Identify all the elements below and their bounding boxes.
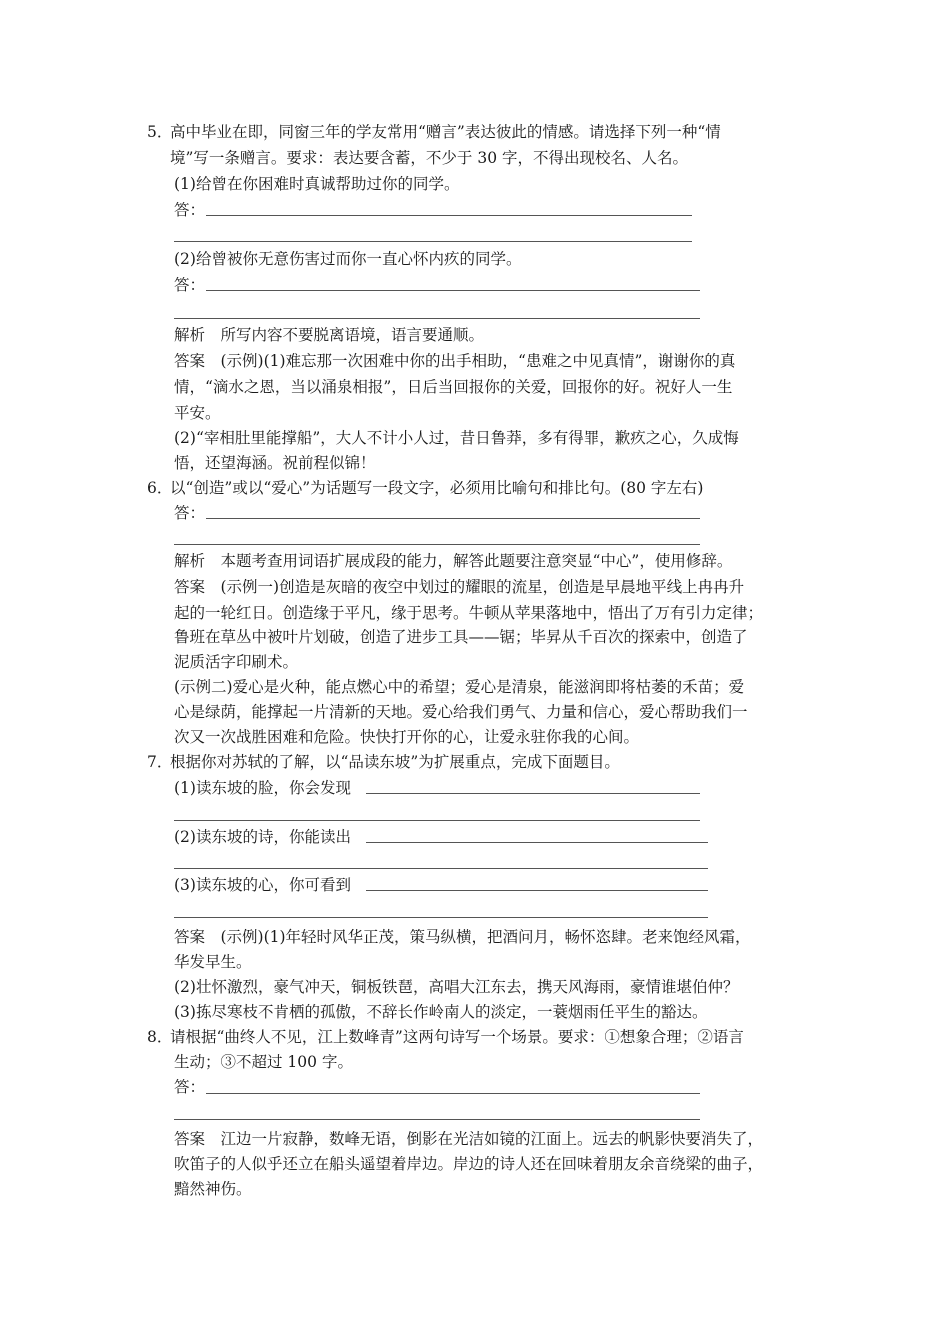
- q8-number: 8．: [147, 1028, 173, 1046]
- q6-answer-line-1: 答案 (示例一)创造是灰暗的夜空中划过的耀眼的流星，创造是早晨地平线上冉冉升: [174, 578, 745, 596]
- q5-answer-blank-3[interactable]: [206, 290, 700, 291]
- q5-stem-line-2: 境”写一条赠言。要求：表达要含蓄，不少于 30 字，不得出现校名、人名。: [170, 149, 689, 167]
- q5-answer-label-2: 答：: [174, 276, 206, 294]
- q6-answer-blank-2[interactable]: [174, 544, 700, 545]
- q8-answer-line-3: 黯然神伤。: [174, 1180, 252, 1198]
- q8-answer-blank-2[interactable]: [174, 1119, 700, 1120]
- q6-answer-label: 答：: [174, 504, 206, 522]
- q5-answer-line-4: (2)“宰相肚里能撑船”，大人不计小人过，昔日鲁莽，多有得罪，歉疚之心，久成悔: [174, 429, 739, 447]
- q6-answer-line-5: (示例二)爱心是火种，能点燃心中的希望；爱心是清泉，能滋润即将枯萎的禾苗；爱: [174, 678, 745, 696]
- q5-answer-blank-4[interactable]: [174, 318, 700, 319]
- q7-sub-1: (1)读东坡的脸，你会发现: [174, 779, 351, 797]
- q7-sub-2: (2)读东坡的诗，你能读出: [174, 828, 351, 846]
- q8-answer-line-2: 吹笛子的人似乎还立在船头遥望着岸边。岸边的诗人还在回味着朋友余音绕梁的曲子，: [174, 1155, 764, 1173]
- q5-sub-2: (2)给曾被你无意伤害过而你一直心怀内疚的同学。: [174, 250, 522, 268]
- q5-answer-blank-2[interactable]: [174, 241, 692, 242]
- q6-analysis: 解析 本题考查用词语扩展成段的能力，解答此题要注意突显“中心”，使用修辞。: [174, 552, 733, 570]
- q8-stem-line-1: 请根据“曲终人不见，江上数峰青”这两句诗写一个场景。要求：①想象合理；②语言: [170, 1028, 744, 1046]
- q5-stem-line-1: 高中毕业在即，同窗三年的学友常用“赠言”表达彼此的情感。请选择下列一种“情: [170, 123, 721, 141]
- q5-number: 5．: [147, 123, 173, 141]
- q6-answer-line-6: 心是绿荫，能撑起一片清新的天地。爱心给我们勇气、力量和信心，爱心帮助我们一: [174, 703, 748, 721]
- q6-stem: 以“创造”或以“爱心”为话题写一段文字，必须用比喻句和排比句。(80 字左右): [170, 479, 704, 497]
- q5-analysis: 解析 所写内容不要脱离语境，语言要通顺。: [174, 326, 485, 344]
- q7-answer-line-4: (3)拣尽寒枝不肯栖的孤傲，不辞长作岭南人的淡定，一蓑烟雨任平生的豁达。: [174, 1003, 708, 1021]
- q6-answer-line-7: 次又一次战胜困难和危险。快快打开你的心，让爱永驻你我的心间。: [174, 728, 640, 746]
- q7-answer-blank-2[interactable]: [174, 820, 700, 821]
- q8-stem-line-2: 生动；③不超过 100 字。: [174, 1053, 353, 1071]
- q7-answer-blank-4[interactable]: [174, 868, 708, 869]
- q5-answer-label-1: 答：: [174, 201, 206, 219]
- q7-sub-3: (3)读东坡的心，你可看到: [174, 876, 351, 894]
- q6-answer-blank-1[interactable]: [206, 518, 700, 519]
- q5-answer-line-2: 情，“滴水之恩，当以涌泉相报”，日后当回报你的关爱，回报你的好。祝好人一生: [174, 378, 733, 396]
- q7-answer-line-1: 答案 (示例)(1)年轻时风华正茂，策马纵横，把酒问月，畅怀恣肆。老来饱经风霜，: [174, 928, 751, 946]
- q6-answer-line-2: 起的一轮红日。创造缘于平凡，缘于思考。牛顿从苹果落地中，悟出了万有引力定律；: [174, 604, 764, 622]
- q7-answer-blank-3[interactable]: [366, 842, 708, 843]
- q5-answer-line-5: 悟，还望海涵。祝前程似锦！: [174, 454, 376, 472]
- q6-answer-line-3: 鲁班在草丛中被叶片划破，创造了进步工具——锯；毕昇从千百次的探索中，创造了: [174, 628, 748, 646]
- q6-number: 6．: [147, 479, 173, 497]
- q7-answer-blank-5[interactable]: [366, 890, 708, 891]
- q7-stem: 根据你对苏轼的了解，以“品读东坡”为扩展重点，完成下面题目。: [170, 753, 620, 771]
- q5-sub-1: (1)给曾在你困难时真诚帮助过你的同学。: [174, 175, 460, 193]
- q7-answer-line-3: (2)壮怀激烈，豪气冲天，铜板铁琶，高唱大江东去，携天风海雨，豪情谁堪伯仲？: [174, 978, 739, 996]
- q5-answer-line-3: 平安。: [174, 404, 221, 422]
- q8-answer-label: 答：: [174, 1078, 206, 1096]
- q5-answer-line-1: 答案 (示例)(1)难忘那一次困难中你的出手相助，“患难之中见真情”，谢谢你的真: [174, 352, 736, 370]
- q8-answer-blank-1[interactable]: [206, 1093, 700, 1094]
- q7-answer-line-2: 华发早生。: [174, 953, 252, 971]
- q6-answer-line-4: 泥质活字印刷术。: [174, 653, 299, 671]
- q7-answer-blank-6[interactable]: [174, 917, 708, 918]
- q7-number: 7．: [147, 753, 173, 771]
- q8-answer-line-1: 答案 江边一片寂静，数峰无语，倒影在光洁如镜的江面上。远去的帆影快要消失了，: [174, 1130, 764, 1148]
- q5-answer-blank-1[interactable]: [206, 215, 692, 216]
- q7-answer-blank-1[interactable]: [366, 793, 700, 794]
